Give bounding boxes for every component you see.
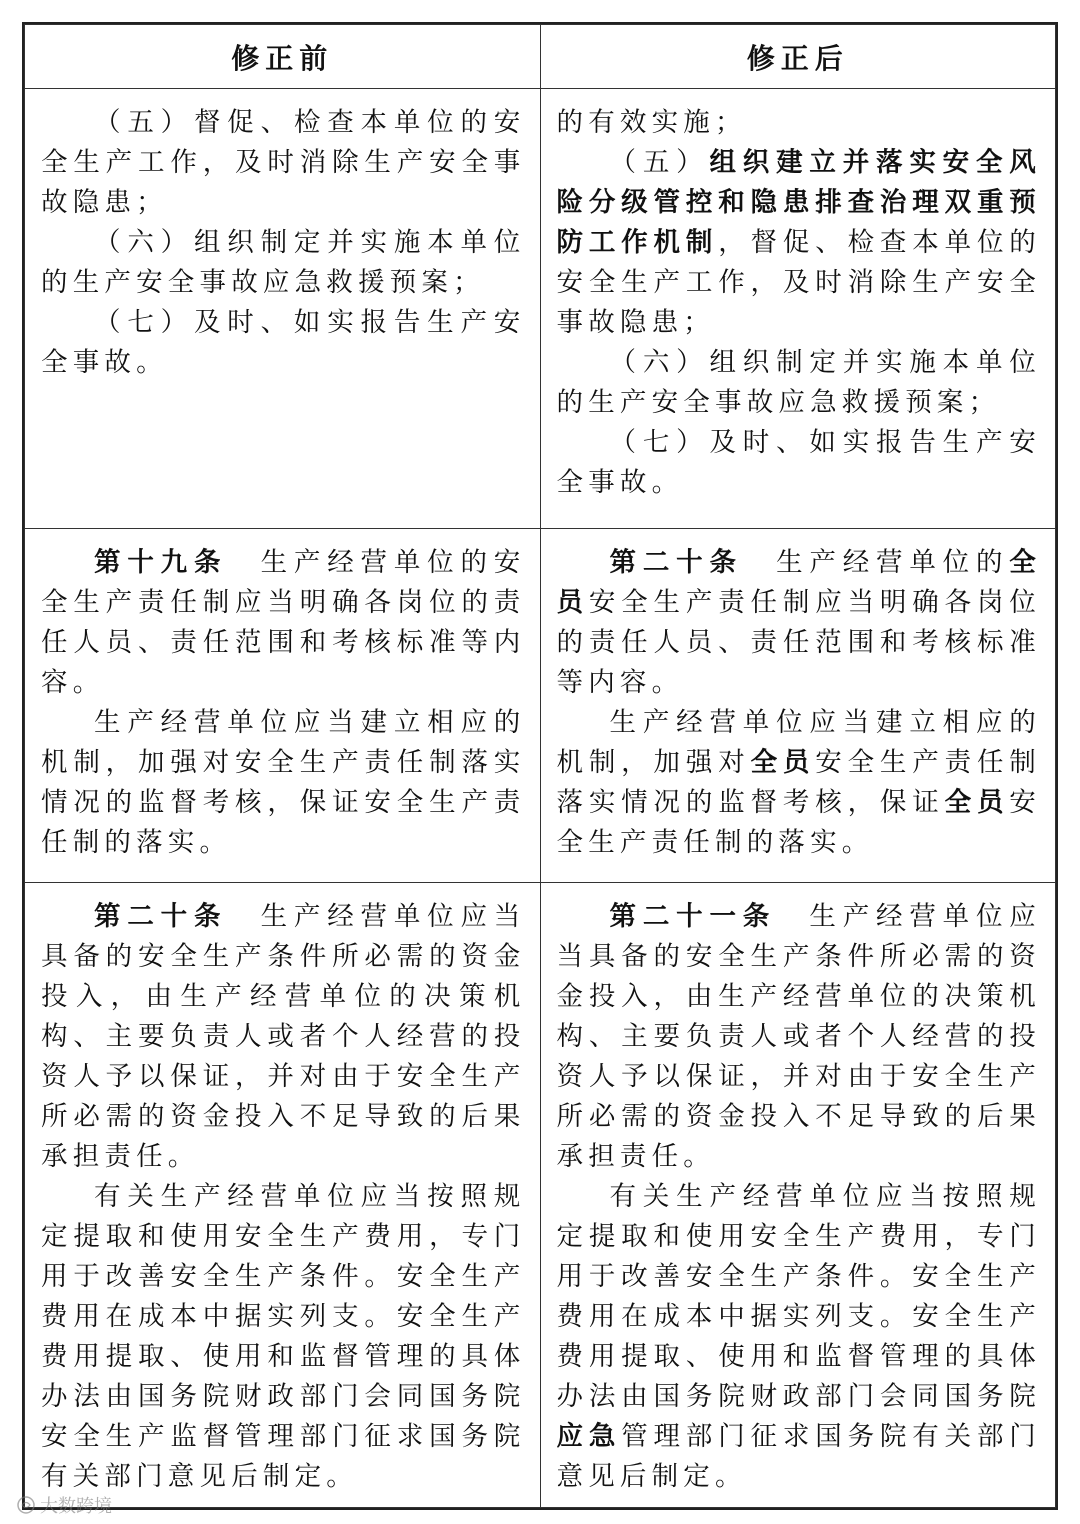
text-run: 生产经营单位的	[742, 547, 1010, 578]
paragraph	[557, 543, 1042, 703]
watermark-text: 大数跨境	[40, 1496, 112, 1517]
bold-text-run: 全员	[944, 787, 1010, 818]
paragraph	[557, 897, 1042, 1177]
text-run: （五）	[609, 147, 710, 178]
text-run: （五）督促、检查本单位的安全生产工作，及时消除生产安全事故隐患；	[41, 107, 526, 218]
text-run: （六）组织制定并实施本单位的生产安全事故应急救援预案；	[41, 227, 526, 298]
bold-text-run: 第二十条	[609, 547, 743, 578]
bold-text-run: 第二十条	[94, 901, 228, 932]
table-header-row	[25, 25, 1056, 89]
text-run: 安全生产责任制的落实。	[556, 787, 1041, 858]
bold-text-run: 全员	[556, 547, 1041, 618]
bold-text-run: 组织建立并落实安全风险分级管控和隐患排查治理双重预防工作机制	[556, 147, 1041, 258]
text-run: 生产经营单位应当建立相应的机制，加强对安全生产责任制落实情况的监督考核，保证安全生产责任制的落实。	[41, 707, 526, 858]
paragraph	[41, 223, 526, 303]
text-run: 生产经营单位应当具备的安全生产条件所必需的资金投入，由生产经营单位的决策机构、主要负责人或者个人经营的投资人予以保证，并对由于安全生产所必需的资金投入不足导致的后果承担责任。	[41, 901, 526, 1172]
paragraph	[41, 103, 526, 223]
watermark	[16, 1492, 112, 1518]
text-run: 的有效实施；	[556, 107, 747, 138]
cell-before	[25, 529, 541, 883]
text-run: 管理部门征求国务院有关部门意见后制定。	[556, 1421, 1041, 1492]
bold-text-run: 第十九条	[94, 547, 228, 578]
text-run: 有关生产经营单位应当按照规定提取和使用安全生产费用，专门用于改善安全生产条件。安全生产费用在成本中据实列支。安全生产费用提取、使用和监督管理的具体办法由国务院财政部门会同国务院	[556, 1181, 1041, 1412]
paragraph	[557, 423, 1042, 503]
revision-comparison-table	[24, 24, 1056, 1508]
cell-after	[540, 529, 1056, 883]
text-run: （六）组织制定并实施本单位的生产安全事故应急救援预案；	[556, 347, 1041, 418]
text-run: （七）及时、如实报告生产安全事故。	[41, 307, 526, 378]
paragraph	[557, 1177, 1042, 1497]
text-run: ，督促、检查本单位的安全生产工作，及时消除生产安全事故隐患；	[556, 227, 1042, 338]
text-run: 生产经营单位的安全生产责任制应当明确各岗位的责任人员、责任范围和考核标准等内容。	[41, 547, 526, 698]
text-run: 生产经营单位应当具备的安全生产条件所必需的资金投入，由生产经营单位的决策机构、主要负责人或者个人经营的投资人予以保证，并对由于安全生产所必需的资金投入不足导致的后果承担责任。	[556, 901, 1042, 1172]
table-row	[25, 529, 1056, 883]
bold-text-run: 应急	[556, 1421, 622, 1452]
header-after: 修正后	[540, 25, 1056, 89]
cell-before	[25, 89, 541, 529]
text-run: 有关生产经营单位应当按照规定提取和使用安全生产费用，专门用于改善安全生产条件。安全生产费用在成本中据实列支。安全生产费用提取、使用和监督管理的具体办法由国务院财政部门会同国务院安全生产监督管理部门征求国务院有关部门意见后制定。	[41, 1181, 526, 1492]
cell-after	[540, 89, 1056, 529]
paragraph	[557, 343, 1042, 423]
cell-before	[25, 883, 541, 1508]
comparison-page	[22, 22, 1058, 1510]
paragraph	[41, 897, 526, 1177]
table-row	[25, 89, 1056, 529]
text-run: （七）及时、如实报告生产安全事故。	[556, 427, 1041, 498]
paragraph	[41, 703, 526, 863]
paragraph	[557, 103, 1042, 143]
paragraph	[557, 703, 1042, 863]
paragraph	[41, 303, 526, 383]
paragraph	[41, 543, 526, 703]
cell-after	[540, 883, 1056, 1508]
watermark-logo-icon	[16, 1495, 36, 1515]
paragraph	[557, 143, 1042, 343]
table-row	[25, 883, 1056, 1508]
bold-text-run: 全员	[750, 747, 816, 778]
paragraph	[41, 1177, 526, 1497]
text-run: 安全生产责任制落实情况的监督考核，保证	[556, 747, 1042, 818]
bold-text-run: 第二十一条	[609, 901, 777, 932]
text-run: 生产经营单位应当建立相应的机制，加强对	[556, 707, 1041, 778]
text-run: 安全生产责任制应当明确各岗位的责任人员、责任范围和考核标准等内容。	[556, 587, 1041, 698]
header-before: 修正前	[25, 25, 541, 89]
